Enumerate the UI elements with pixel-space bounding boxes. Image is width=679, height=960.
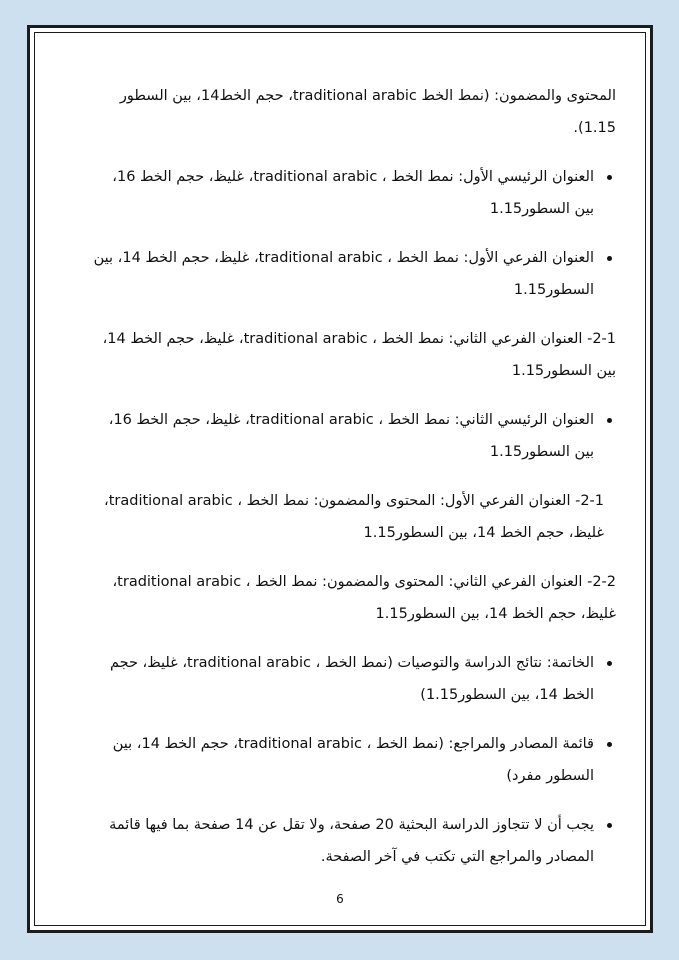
paragraph-content-format (90, 80, 616, 144)
bullet-sub-title-1 (90, 242, 616, 306)
bullet-text: الخاتمة: نتائج الدراسة والتوصيات (نمط الخط ، traditional arabic، غليظ، حجم الخط 14، بين السطور1.15) (109, 655, 594, 703)
numbered-sub-title-2-1 (90, 485, 616, 549)
paragraph-text: المحتوى والمضمون: (نمط الخط traditional arabic، حجم الخط14، بين السطور 1.15). (119, 88, 616, 136)
numbered-sub-title-2-2 (90, 566, 616, 630)
bullet-dot-icon (607, 661, 612, 666)
bullet-text: العنوان الرئيسي الأول: نمط الخط ، traditional arabic، غليظ، حجم الخط 16، بين السطور1.15 (112, 169, 594, 217)
numbered-text: 2-1- العنوان الفرعي الثاني: نمط الخط ، traditional arabic، غليظ، حجم الخط 14، بين السطور1.15 (102, 331, 616, 379)
page-content (90, 80, 616, 885)
bullet-page-limit (90, 809, 616, 873)
numbered-text: 2-2- العنوان الفرعي الثاني: المحتوى والمضمون: نمط الخط ، traditional arabic، غليظ، حجم الخط 14، بين السطور1.15 (112, 574, 616, 622)
bullet-conclusion (90, 647, 616, 711)
numbered-sub-title-2 (90, 323, 616, 387)
page-number: 6 (336, 892, 344, 906)
bullet-main-title-2 (90, 404, 616, 468)
bullet-text: يجب أن لا تتجاوز الدراسة البحثية 20 صفحة، ولا تقل عن 14 صفحة بما فيها قائمة المصادر والمراجع التي تكتب في آخر الصفحة. (109, 817, 594, 865)
bullet-references (90, 728, 616, 792)
bullet-text: العنوان الفرعي الأول: نمط الخط ، traditional arabic، غليظ، حجم الخط 14، بين السطور1.15 (93, 250, 594, 298)
bullet-text: قائمة المصادر والمراجع: (نمط الخط ، traditional arabic، حجم الخط 14، بين السطور مفرد) (112, 736, 594, 784)
bullet-dot-icon (607, 418, 612, 423)
numbered-text: 2-1- العنوان الفرعي الأول: المحتوى والمضمون: نمط الخط ، traditional arabic، غليظ، حجم الخط 14، بين السطور1.15 (104, 493, 604, 541)
bullet-dot-icon (607, 742, 612, 747)
bullet-dot-icon (607, 823, 612, 828)
bullet-text: العنوان الرئيسي الثاني: نمط الخط ، traditional arabic، غليظ، حجم الخط 16، بين السطور1.15 (108, 412, 594, 460)
bullet-dot-icon (607, 175, 612, 180)
document-page (27, 25, 653, 933)
bullet-main-title-1 (90, 161, 616, 225)
bullet-dot-icon (607, 256, 612, 261)
